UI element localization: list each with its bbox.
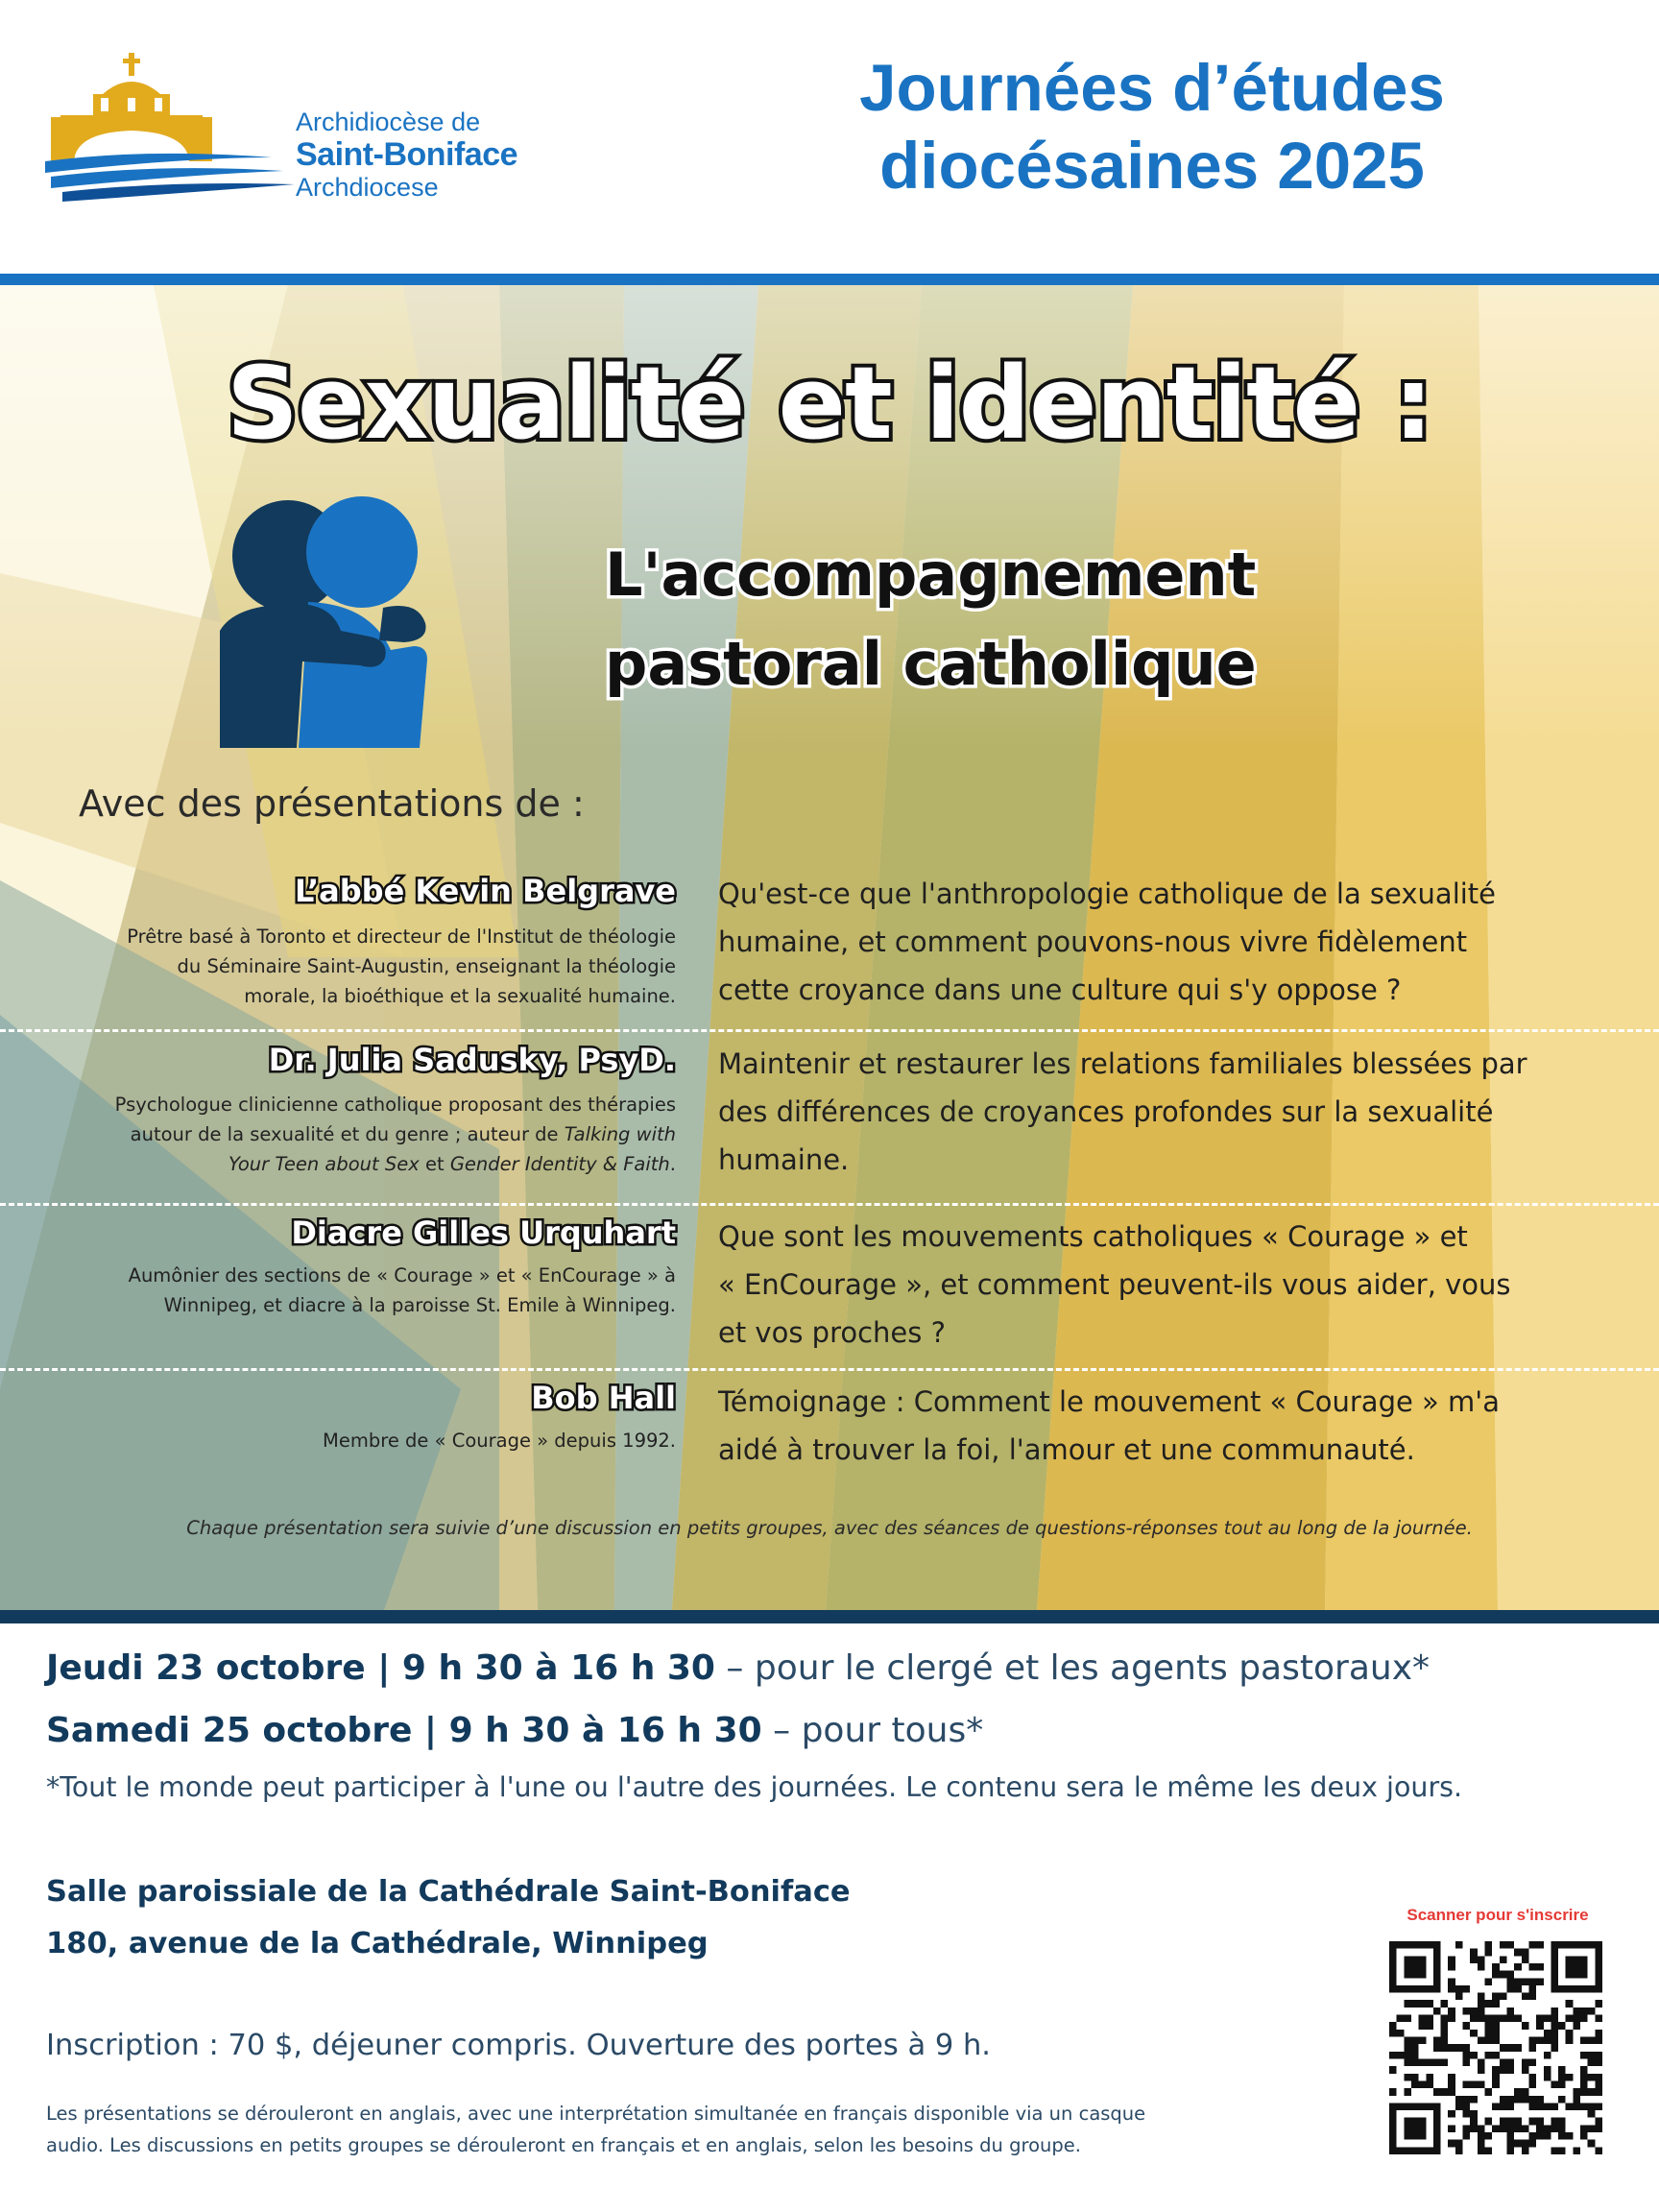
speaker-1-topic [718,871,1611,1015]
speaker-2-bio-line [4,1149,676,1179]
speaker-3-topic-line: et vos proches ? [718,1315,946,1349]
presenters-intro: Avec des présentations de : [79,782,585,825]
schedule-day-1 [46,1648,1430,1688]
speaker-3-bio-line: Aumônier des sections de « Courage » et « EnCourage » à [128,1264,676,1286]
speaker-2-topic-line: des différences de croyances profondes sur la sexualité [718,1094,1494,1128]
hug-icon [216,496,437,748]
speaker-4-name: Bob Hall [531,1380,676,1416]
speaker-divider [0,1368,1659,1371]
speaker-3-name: Diacre Gilles Urquhart [291,1214,676,1251]
header [0,0,1659,274]
event-title [672,50,1632,204]
logo-line-2: Saint-Boniface [296,136,518,174]
main-title: Sexualité et identité : [226,345,1433,462]
archdiocese-name [296,108,517,203]
event-title-line-2: diocésaines 2025 [879,128,1425,203]
schedule-note: *Tout le monde peut participer à l'une ou l'autre des journées. Le contenu sera le même les deux jours. [46,1771,1463,1803]
event-title-line-1: Journées d’études [859,51,1445,125]
speaker-2-bio [4,1090,676,1180]
registration-info: Inscription : 70 $, déjeuner compris. Ouverture des portes à 9 h. [46,2029,991,2062]
schedule-day-1-datetime: Jeudi 23 octobre | 9 h 30 à 16 h 30 [46,1648,715,1688]
schedule-day-2-audience: – pour tous* [761,1711,984,1750]
logo-line-1: Archidiocèse de [296,108,481,136]
speaker-divider [0,1029,1659,1032]
book-title: Talking with [564,1123,676,1146]
speaker-2-topic [718,1041,1611,1185]
poster-body [0,285,1659,1610]
logo-line-3: Archdiocese [296,173,439,203]
speaker-1-bio-line: du Séminaire Saint-Augustin, enseignant la théologie [177,955,676,978]
language-note [46,2098,1342,2161]
subtitle-line-1: L'accompagnement [605,540,1257,610]
speaker-3-topic-line: « EnCourage », et comment peuvent-ils vous aider, vous [718,1267,1511,1301]
speaker-1-name: L’abbé Kevin Belgrave [294,873,676,909]
subtitle [605,530,1469,709]
speaker-2-topic-line: Maintenir et restaurer les relations familiales blessées par [718,1047,1527,1080]
book-title: Your Teen about Sex [228,1153,420,1176]
discussion-note: Chaque présentation sera suivie d’une discussion en petits groupes, avec des séances de questions-réponses tout au long de la journée. [186,1517,1473,1539]
speaker-1-topic-line: humaine, et comment pouvons-nous vivre fidèlement [718,925,1468,958]
bio-text: et [419,1153,450,1176]
speaker-3-bio-line: Winnipeg, et diacre à la paroisse St. Emile à Winnipeg. [163,1294,676,1317]
bio-text: . [669,1153,676,1176]
speaker-2-topic-line: humaine. [718,1142,850,1176]
speaker-4-bio-line: Membre de « Courage » depuis 1992. [323,1430,676,1452]
speaker-4-bio [4,1426,676,1455]
speaker-3-topic-line: Que sont les mouvements catholiques « Courage » et [718,1220,1468,1253]
speaker-1-topic-line: cette croyance dans une culture qui s'y oppose ? [718,973,1402,1006]
book-title: Gender Identity & Faith [449,1153,670,1176]
venue-address: 180, avenue de la Cathédrale, Winnipeg [46,1927,709,1960]
language-note-line: Les présentations se dérouleront en anglais, avec une interprétation simultanée en français disponible via un casque [46,2103,1146,2125]
venue-name: Salle paroissiale de la Cathédrale Saint-Boniface [46,1875,851,1909]
bio-text: autour de la sexualité et du genre ; auteur de [130,1123,565,1146]
speaker-1-topic-line: Qu'est-ce que l'anthropologie catholique de la sexualité [718,878,1497,910]
language-note-line: audio. Les discussions en petits groupes se dérouleront en français et en anglais, selon les besoins du groupe. [46,2134,1081,2157]
speaker-2-bio-line: Psychologue clinicienne catholique proposant des thérapies [114,1094,676,1116]
schedule-day-2 [46,1711,983,1750]
speaker-4-topic [718,1379,1611,1475]
speaker-1-bio [4,922,676,1012]
speaker-4-topic-line: Témoignage : Comment le mouvement « Courage » m'a [718,1385,1500,1418]
speaker-2-bio-line [4,1119,676,1149]
speaker-3-topic [718,1214,1611,1358]
subtitle-line-2: pastoral catholique [605,629,1257,699]
qr-label: Scanner pour s'inscrire [1407,1906,1589,1924]
top-divider-bar [0,274,1659,285]
speaker-1-bio-line: Prêtre basé à Toronto et directeur de l'Institut de théologie [127,926,676,948]
speaker-3-bio [4,1261,676,1320]
schedule-day-1-audience: – pour le clergé et les agents pastoraux* [714,1648,1430,1688]
cathedral-logo-icon [43,48,302,202]
speaker-divider [0,1203,1659,1206]
speaker-2-name: Dr. Julia Sadusky, PsyD. [268,1042,676,1078]
speaker-1-bio-line: morale, la bioéthique et la sexualité humaine. [244,985,676,1008]
speaker-4-topic-line: aidé à trouver la foi, l'amour et une communauté. [718,1432,1415,1466]
schedule-day-2-datetime: Samedi 25 octobre | 9 h 30 à 16 h 30 [46,1711,762,1750]
qr-code-icon[interactable] [1389,1941,1602,2154]
bottom-divider-bar [0,1610,1659,1623]
